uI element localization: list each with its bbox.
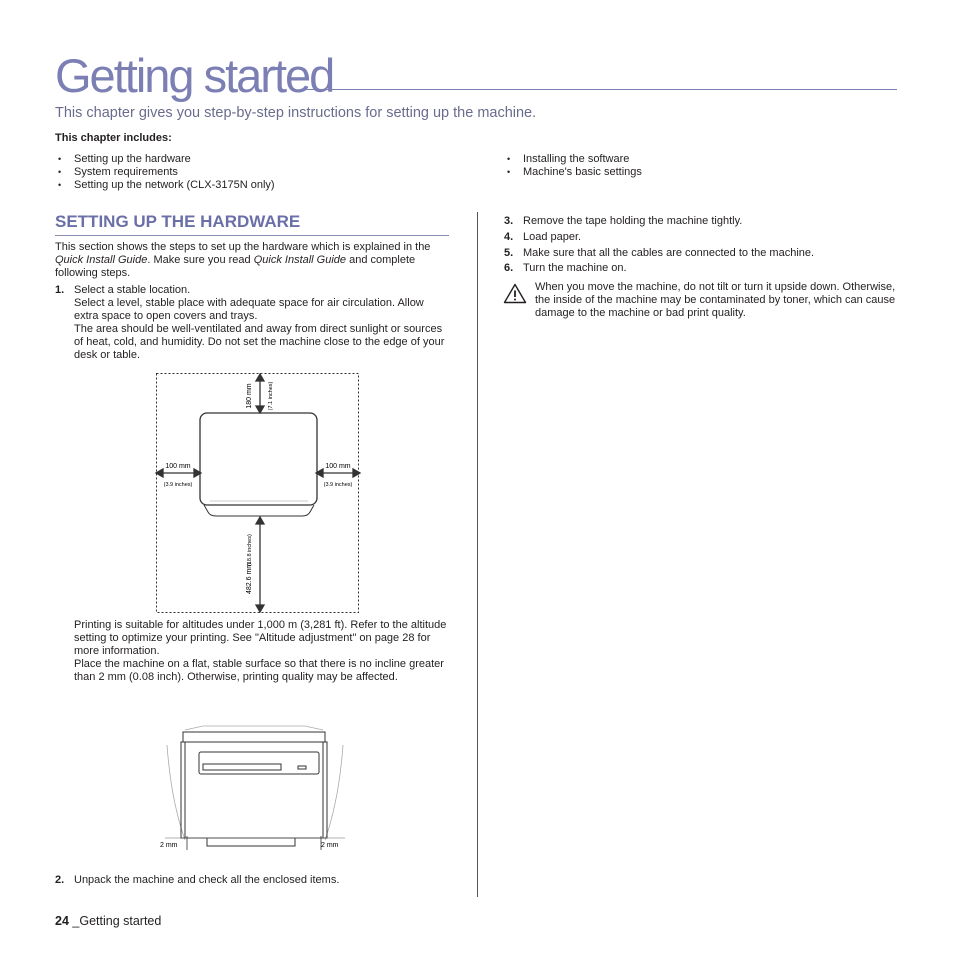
step-1-title: Select a stable location.: [74, 284, 191, 296]
altitude-note: [74, 619, 449, 684]
altitude-p1: Printing is suitable for altitudes under 1,000 m (3,281 ft). Refer to the altitude setting to optimize your printing. See "Altitude adjustment" on page 28 for more information.: [74, 619, 447, 657]
top-mm-label: 180 mm: [246, 383, 253, 409]
bottom-mm-label: 482.6 mm: [246, 562, 253, 594]
step-1-p2: The area should be well-ventilated and away from direct sunlight or sources of heat, cold, and humidity. Do not set the machine close to the edge of your desk or table.: [74, 323, 445, 361]
step-4-text: Load paper.: [523, 231, 582, 243]
includes-list-left: [55, 153, 275, 192]
step-3-text: Remove the tape holding the machine tightly.: [523, 215, 743, 227]
page-footer: [55, 914, 161, 928]
chapter-intro: This chapter gives you step-by-step instructions for setting up the machine.: [55, 105, 537, 121]
step-2-number: 2.: [55, 874, 65, 886]
right-mm-label: 100 mm: [325, 463, 351, 470]
step-1-p1: Select a level, stable place with adequate space for air circulation. Allow extra space to open covers and trays.: [74, 297, 424, 322]
clearance-diagram: [150, 370, 365, 617]
step-6-number: 6.: [504, 262, 514, 274]
bottom-in-label: (18.8 inches): [247, 534, 253, 566]
column-divider: [477, 212, 478, 897]
section-intro: This section shows the steps to set up the hardware which is explained in the Quick Install Guide. Make sure you read Quick Install Guide and complete following steps.: [55, 241, 431, 279]
top-in-label: (7.1 inches): [268, 381, 274, 411]
section-title: SETTING UP THE HARDWARE: [55, 212, 301, 231]
left-in-label: (3.9 inches): [163, 482, 193, 488]
step-5-number: 5.: [504, 247, 514, 259]
list-item: • Setting up the network (CLX-3175N only): [55, 179, 275, 192]
list-item: • Machine's basic settings: [504, 166, 642, 179]
warning-icon: [503, 283, 527, 304]
page-number: 24: [55, 914, 69, 928]
chapter-title: Getting started: [55, 49, 334, 102]
step-4-number: 4.: [504, 231, 514, 243]
step-1-number: 1.: [55, 284, 65, 296]
step-5-text: Make sure that all the cables are connected to the machine.: [523, 247, 815, 259]
step-3-number: 3.: [504, 215, 514, 227]
footer-label: _Getting started: [72, 914, 162, 928]
step-6-text: Turn the machine on.: [523, 262, 627, 274]
right-in-label: (3.9 inches): [323, 482, 353, 488]
list-item: • Installing the software: [504, 153, 642, 166]
caution-text: When you move the machine, do not tilt or turn it upside down. Otherwise, the inside of the machine may be contaminated by toner, which can cause damage to the machine or bad print quality.: [535, 281, 896, 319]
includes-heading: This chapter includes:: [55, 132, 172, 144]
incline-right-label: 2 mm: [321, 842, 339, 849]
section-rule: [55, 235, 449, 236]
incline-left-label: 2 mm: [160, 842, 178, 849]
list-item: • System requirements: [55, 166, 275, 179]
step-2-text: Unpack the machine and check all the enclosed items.: [74, 874, 340, 886]
altitude-p2: Place the machine on a flat, stable surface so that there is no incline greater than 2 mm (0.08 inch). Otherwise, printing quality may be affected.: [74, 658, 444, 683]
list-item: • Setting up the hardware: [55, 153, 275, 166]
step-1-text: [74, 284, 449, 362]
title-rule: [300, 89, 897, 90]
left-mm-label: 100 mm: [165, 463, 191, 470]
includes-list-right: [504, 153, 642, 179]
incline-diagram: [155, 720, 355, 855]
